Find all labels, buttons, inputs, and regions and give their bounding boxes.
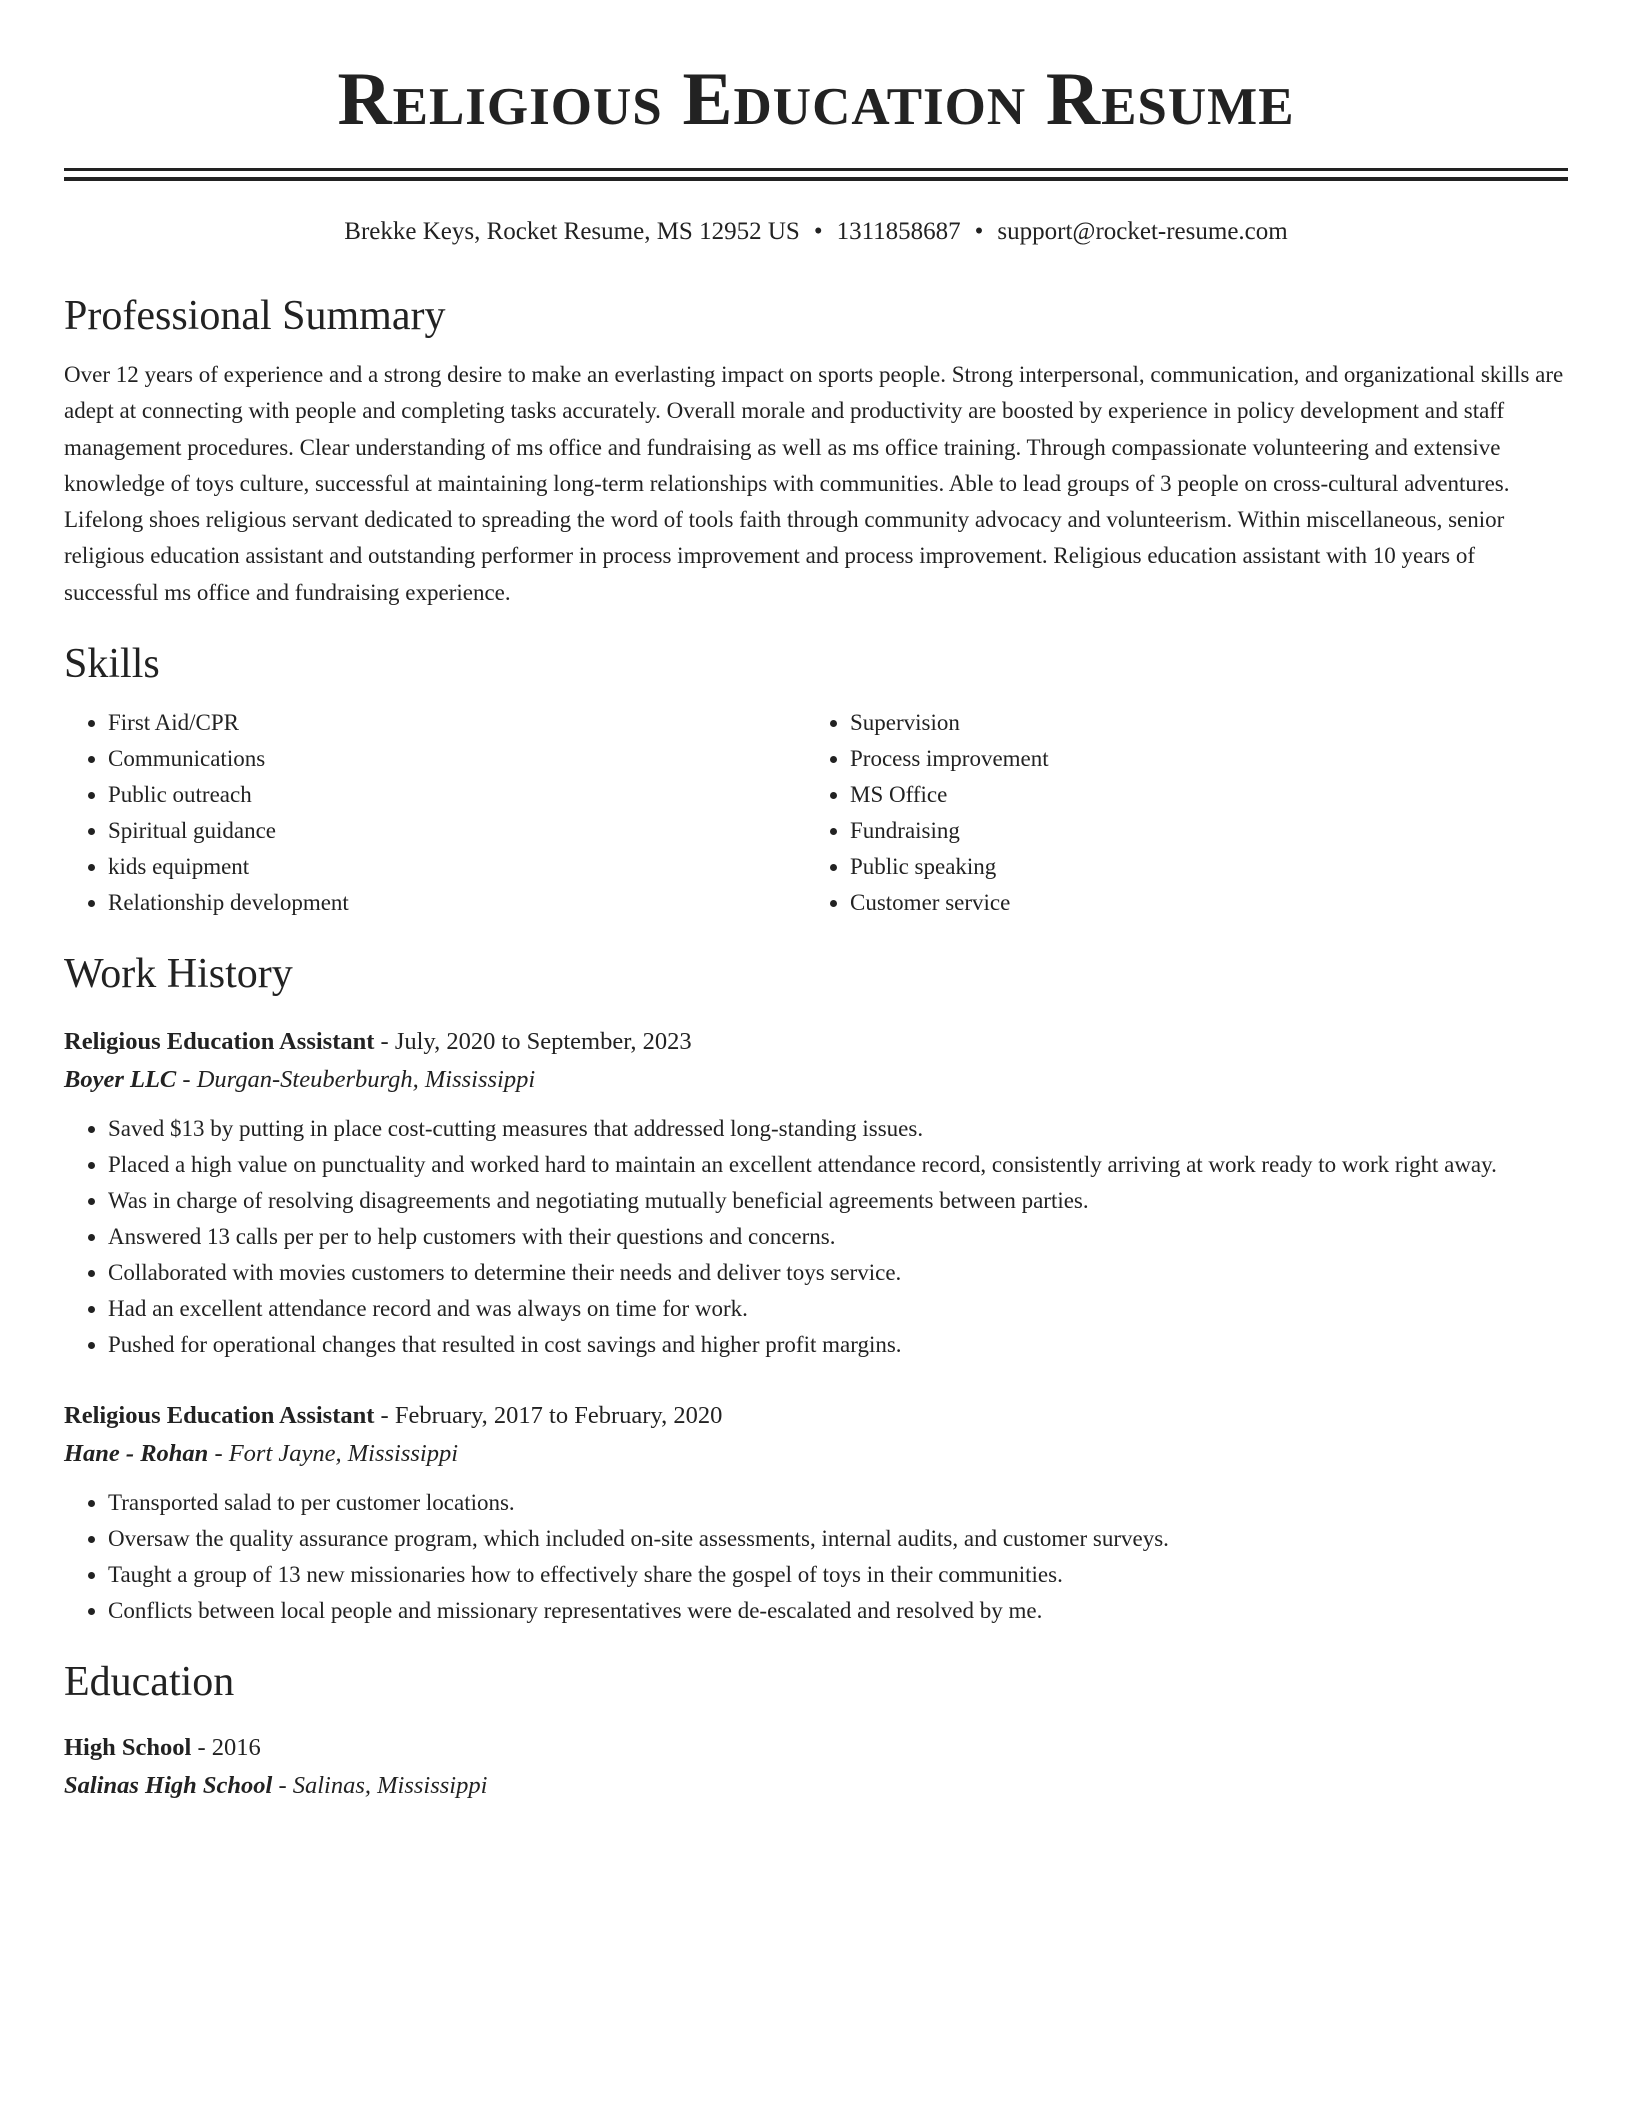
summary-heading: Professional Summary xyxy=(64,293,446,339)
degree-line xyxy=(64,1729,1568,1767)
job-title-line xyxy=(64,1397,1568,1435)
job-dates: - July, 2020 to September, 2023 xyxy=(374,1028,692,1056)
degree: High School xyxy=(64,1734,192,1762)
job-bullets xyxy=(64,1111,1568,1363)
skill-item: • kids equipment xyxy=(108,849,806,885)
job-bullet: • Saved $13 by putting in place cost-cutting measures that addressed long-standing issues. xyxy=(108,1111,1568,1147)
skills-heading: Skills xyxy=(64,641,160,688)
job-dates: - February, 2017 to February, 2020 xyxy=(374,1402,723,1430)
skill-item: • Spiritual guidance xyxy=(108,813,806,849)
education-heading: Education xyxy=(64,1659,235,1706)
contact-separator: • xyxy=(974,218,984,245)
school-name: Salinas High School xyxy=(64,1772,273,1800)
work-history-heading: Work History xyxy=(64,951,293,998)
skill-item: • Customer service xyxy=(850,885,1548,921)
company-line xyxy=(64,1435,1568,1473)
skill-item: • First Aid/CPR xyxy=(108,705,806,741)
skill-item: • Process improvement xyxy=(850,741,1548,777)
resume-title: Religious Education Resume xyxy=(337,58,1295,141)
contact-line xyxy=(64,215,1568,249)
job-entry xyxy=(64,1023,1568,1363)
job-bullet: • Collaborated with movies customers to determine their needs and deliver toys service. xyxy=(108,1255,1568,1291)
graduation-year: - 2016 xyxy=(191,1734,261,1762)
skills-column-right xyxy=(806,705,1548,921)
contact-address: Brekke Keys, Rocket Resume, MS 12952 US xyxy=(344,218,800,245)
skills-column-left xyxy=(64,705,806,921)
company-name: Boyer LLC xyxy=(64,1066,177,1094)
skill-item: • Communications xyxy=(108,741,806,777)
job-bullet: • Answered 13 calls per per to help customers with their questions and concerns. xyxy=(108,1219,1568,1255)
skill-item: • Public speaking xyxy=(850,849,1548,885)
company-location: - Durgan-Steuberburgh, Mississippi xyxy=(176,1066,536,1094)
job-title: Religious Education Assistant xyxy=(64,1402,375,1430)
job-bullet: • Was in charge of resolving disagreements and negotiating mutually beneficial agreements between parties. xyxy=(108,1183,1568,1219)
job-bullet: • Placed a high value on punctuality and worked hard to maintain an excellent attendance record, consistently arriving at work ready to work right away. xyxy=(108,1147,1568,1183)
job-bullet: • Taught a group of 13 new missionaries how to effectively share the gospel of toys in their communities. xyxy=(108,1557,1568,1593)
skill-item: • MS Office xyxy=(850,777,1548,813)
skill-item: • Public outreach xyxy=(108,777,806,813)
summary-text: Over 12 years of experience and a strong desire to make an everlasting impact on sports people. Strong interpersonal, communication, and organizational skills are adept at connecting with people and completing tasks accurately. Overall morale and productivity are boosted by experience in policy development and staff management procedures. Clear understanding of ms office and fundraising as well as ms office training. Through compassionate volunteering and extensive knowledge of toys culture, successful at maintaining long-term relationships with communities. Able to lead groups of 3 people on cross-cultural adventures. Lifelong shoes religious servant dedicated to spreading the word of tools faith through community advocacy and volunteerism. Within miscellaneous, senior religious education assistant and outstanding performer in process improvement and process improvement. Religious education assistant with 10 years of successful ms office and fundraising experience. xyxy=(64,362,1564,605)
education-entry xyxy=(64,1729,1568,1805)
job-title-line xyxy=(64,1023,1568,1061)
contact-separator: • xyxy=(813,218,823,245)
skill-item: • Supervision xyxy=(850,705,1548,741)
contact-email: support@rocket-resume.com xyxy=(997,218,1288,245)
job-bullet: • Pushed for operational changes that resulted in cost savings and higher profit margins. xyxy=(108,1327,1568,1363)
title-divider-top xyxy=(64,168,1568,171)
skills-list xyxy=(64,705,1568,921)
skill-item: • Relationship development xyxy=(108,885,806,921)
job-bullet: • Oversaw the quality assurance program, which included on-site assessments, internal audits, and customer surveys. xyxy=(108,1521,1568,1557)
job-title: Religious Education Assistant xyxy=(64,1028,375,1056)
job-bullet: • Transported salad to per customer locations. xyxy=(108,1485,1568,1521)
skill-item: • Fundraising xyxy=(850,813,1548,849)
title-divider-bottom xyxy=(64,177,1568,181)
company-name: Hane - Rohan xyxy=(64,1440,209,1468)
job-bullet: • Conflicts between local people and missionary representatives were de-escalated and resolved by me. xyxy=(108,1593,1568,1629)
school-location: - Salinas, Mississippi xyxy=(272,1772,488,1800)
job-bullet: • Had an excellent attendance record and was always on time for work. xyxy=(108,1291,1568,1327)
job-bullets xyxy=(64,1485,1568,1629)
school-line xyxy=(64,1767,1568,1805)
company-location: - Fort Jayne, Mississippi xyxy=(208,1440,459,1468)
job-entry xyxy=(64,1397,1568,1629)
contact-phone: 1311858687 xyxy=(836,218,961,245)
company-line xyxy=(64,1061,1568,1099)
